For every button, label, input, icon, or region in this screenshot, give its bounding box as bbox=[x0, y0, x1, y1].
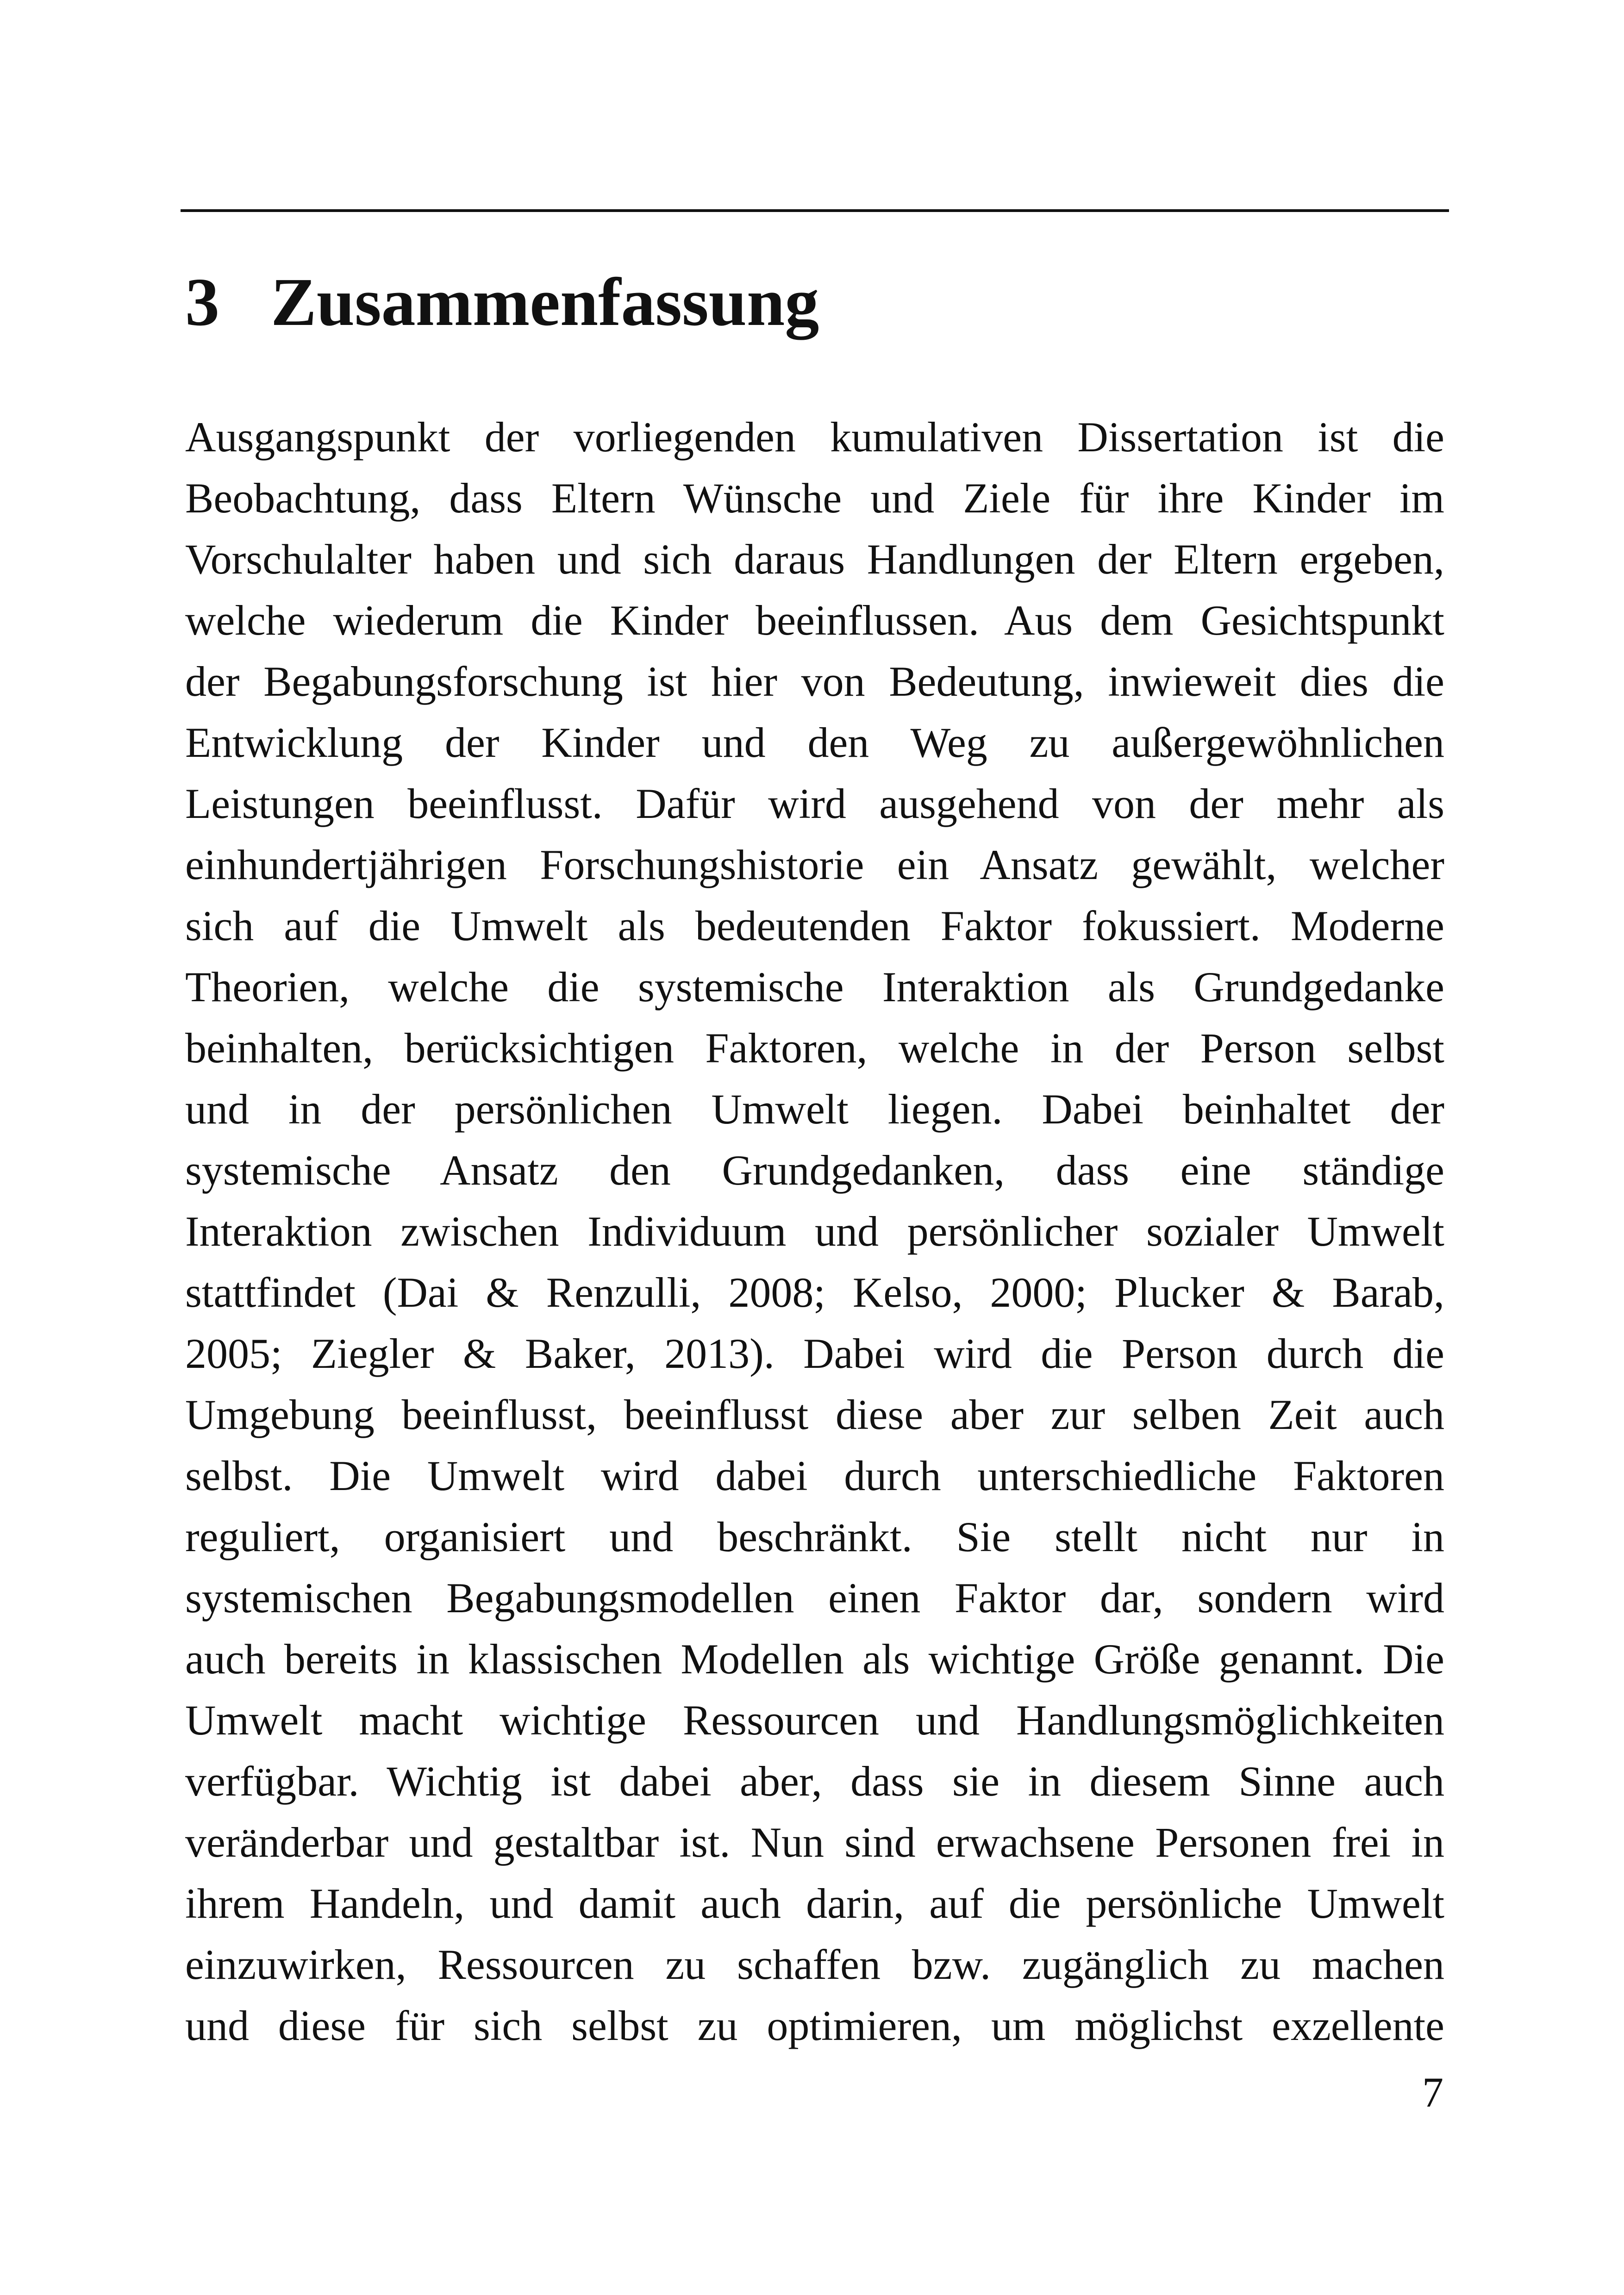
text-line: sich auf die Umwelt als bedeutenden Faktor fokussiert. Moderne bbox=[185, 902, 1444, 949]
text-line: Ausgangspunkt der vorliegenden kumulativen Dissertation ist die bbox=[185, 413, 1444, 461]
text-line: Entwicklung der Kinder und den Weg zu außergewöhnlichen bbox=[185, 719, 1444, 766]
text-line: systemischen Begabungsmodellen einen Faktor dar, sondern wird bbox=[185, 1574, 1444, 1621]
text-line: Theorien, welche die systemische Interaktion als Grundgedanke bbox=[185, 963, 1444, 1010]
text-line: Leistungen beeinflusst. Dafür wird ausgehend von der mehr als bbox=[185, 780, 1444, 827]
text-line: auch bereits in klassischen Modellen als wichtige Größe genannt. Die bbox=[185, 1635, 1444, 1683]
text-line: und diese für sich selbst zu optimieren, um möglichst exzellente bbox=[185, 2002, 1444, 2049]
text-line: Vorschulalter haben und sich daraus Handlungen der Eltern ergeben, bbox=[185, 536, 1444, 583]
text-line: 2005; Ziegler & Baker, 2013). Dabei wird die Person durch die bbox=[185, 1330, 1444, 1377]
text-line: Umgebung beeinflusst, beeinflusst diese aber zur selben Zeit auch bbox=[185, 1391, 1444, 1438]
chapter-heading bbox=[185, 262, 819, 344]
text-line: reguliert, organisiert und beschränkt. Sie stellt nicht nur in bbox=[185, 1513, 1444, 1560]
text-line: systemische Ansatz den Grundgedanken, dass eine ständige bbox=[185, 1147, 1444, 1194]
text-line: welche wiederum die Kinder beeinflussen. Aus dem Gesichtspunkt bbox=[185, 597, 1444, 644]
text-line: Interaktion zwischen Individuum und persönlicher sozialer Umwelt bbox=[185, 1208, 1444, 1255]
text-line: und in der persönlichen Umwelt liegen. Dabei beinhaltet der bbox=[185, 1085, 1444, 1133]
text-line: einhundertjährigen Forschungshistorie ein Ansatz gewählt, welcher bbox=[185, 841, 1444, 888]
text-line: Umwelt macht wichtige Ressourcen und Handlungsmöglichkeiten bbox=[185, 1696, 1444, 1744]
text-line: veränderbar und gestaltbar ist. Nun sind erwachsene Personen frei in bbox=[185, 1819, 1444, 1866]
text-line: beinhalten, berücksichtigen Faktoren, welche in der Person selbst bbox=[185, 1024, 1444, 1072]
chapter-number: 3 bbox=[185, 264, 219, 340]
text-line: Beobachtung, dass Eltern Wünsche und Ziele für ihre Kinder im bbox=[185, 474, 1444, 522]
header-rule bbox=[181, 209, 1449, 212]
body-paragraph bbox=[185, 406, 1444, 2056]
text-line: verfügbar. Wichtig ist dabei aber, dass sie in diesem Sinne auch bbox=[185, 1758, 1444, 1805]
text-line: selbst. Die Umwelt wird dabei durch unterschiedliche Faktoren bbox=[185, 1452, 1444, 1499]
page-number: 7 bbox=[1422, 2069, 1443, 2116]
chapter-title: Zusammenfassung bbox=[271, 264, 819, 340]
text-line: stattfindet (Dai & Renzulli, 2008; Kelso, 2000; Plucker & Barab, bbox=[185, 1269, 1444, 1316]
text-line: einzuwirken, Ressourcen zu schaffen bzw. zugänglich zu machen bbox=[185, 1941, 1444, 1988]
text-line: ihrem Handeln, und damit auch darin, auf die persönliche Umwelt bbox=[185, 1880, 1444, 1927]
text-line: der Begabungsforschung ist hier von Bedeutung, inwieweit dies die bbox=[185, 658, 1444, 705]
